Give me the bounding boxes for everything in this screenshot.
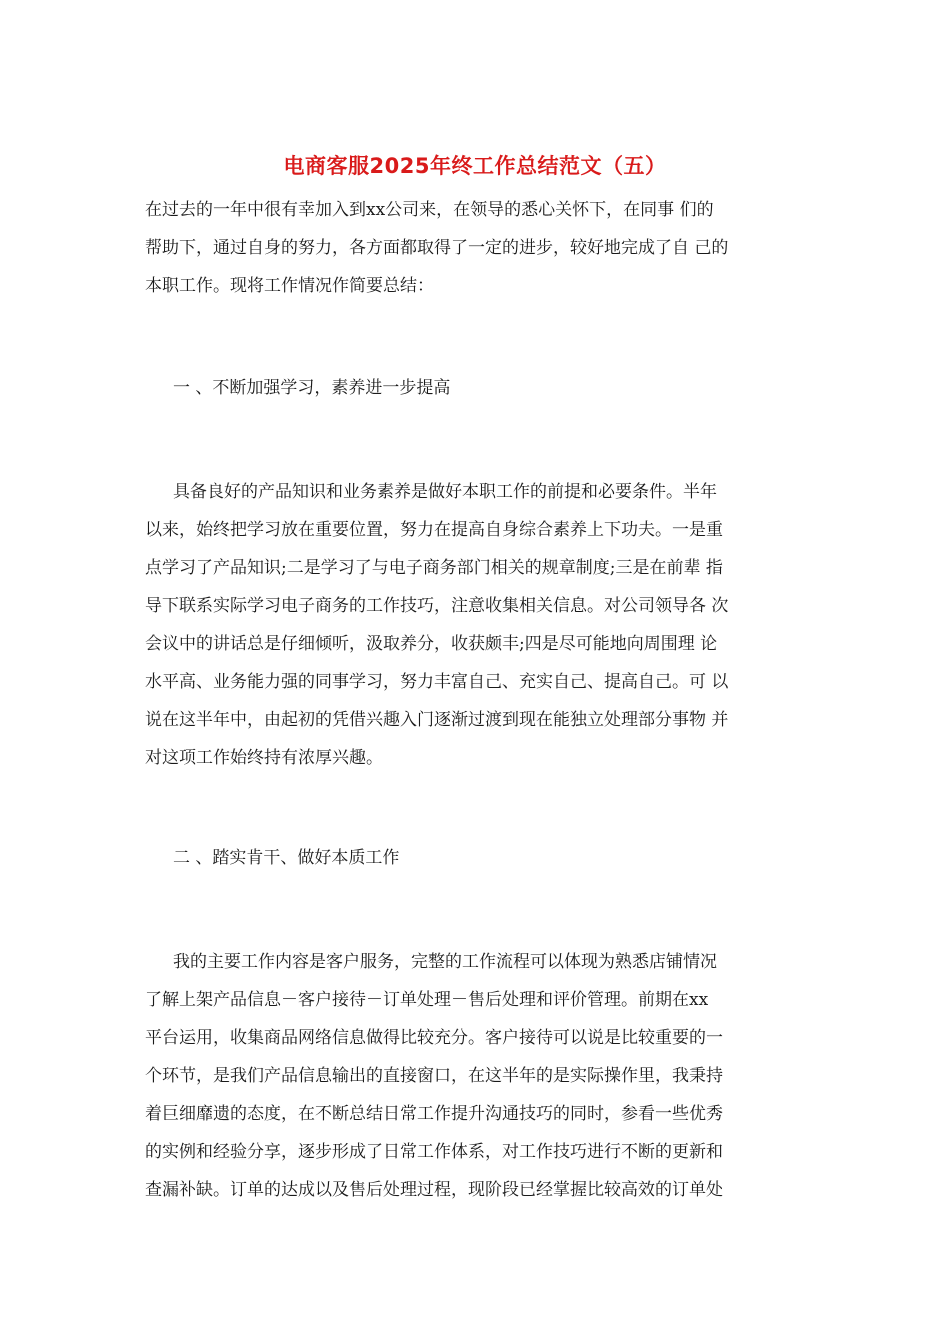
body-line: 对这项工作始终持有浓厚兴趣。 <box>145 748 383 768</box>
body-line: 导下联系实际学习电子商务的工作技巧，注意收集相关信息。对公司领导各 次 <box>145 596 729 616</box>
body-line: 个环节，是我们产品信息输出的直接窗口，在这半年的是实际操作里，我秉持 <box>145 1066 723 1086</box>
body-line: 具备良好的产品知识和业务素养是做好本职工作的前提和必要条件。半年 <box>173 482 717 502</box>
body-line: 会议中的讲话总是仔细倾听，汲取养分，收获颇丰;四是尽可能地向周围理 论 <box>145 634 718 654</box>
body-line: 查漏补缺。订单的达成以及售后处理过程，现阶段已经掌握比较高效的订单处 <box>145 1180 723 1200</box>
body-line: 着巨细靡遗的态度，在不断总结日常工作提升沟通技巧的同时，参看一些优秀 <box>145 1104 723 1124</box>
body-line: 说在这半年中，由起初的凭借兴趣入门逐渐过渡到现在能独立处理部分事物 并 <box>145 710 729 730</box>
intro-line: 本职工作。现将工作情况作简要总结： <box>145 276 434 296</box>
body-line: 的实例和经验分享，逐步形成了日常工作体系，对工作技巧进行不断的更新和 <box>145 1142 723 1162</box>
body-line: 以来，始终把学习放在重要位置，努力在提高自身综合素养上下功夫。一是重 <box>145 520 723 540</box>
section-heading: 二 、踏实肯干、做好本质工作 <box>173 848 400 868</box>
body-line: 水平高、业务能力强的同事学习，努力丰富自己、充实自己、提高自己。可 以 <box>145 672 729 692</box>
body-line: 我的主要工作内容是客户服务，完整的工作流程可以体现为熟悉店铺情况 <box>173 952 717 972</box>
body-line: 点学习了产品知识;二是学习了与电子商务部门相关的规章制度;三是在前辈 指 <box>145 558 723 578</box>
section-heading: 一 、不断加强学习，素养进一步提高 <box>173 378 451 398</box>
intro-line: 在过去的一年中很有幸加入到xx公司来，在领导的悉心关怀下，在同事 们的 <box>145 200 714 220</box>
document-title: 电商客服2025年终工作总结范文（五） <box>283 154 667 178</box>
intro-line: 帮助下，通过自身的努力，各方面都取得了一定的进步，较好地完成了自 己的 <box>145 238 729 258</box>
body-line: 平台运用，收集商品网络信息做得比较充分。客户接待可以说是比较重要的一 <box>145 1028 723 1048</box>
body-line: 了解上架产品信息－客户接待－订单处理－售后处理和评价管理。前期在xx <box>145 990 709 1010</box>
